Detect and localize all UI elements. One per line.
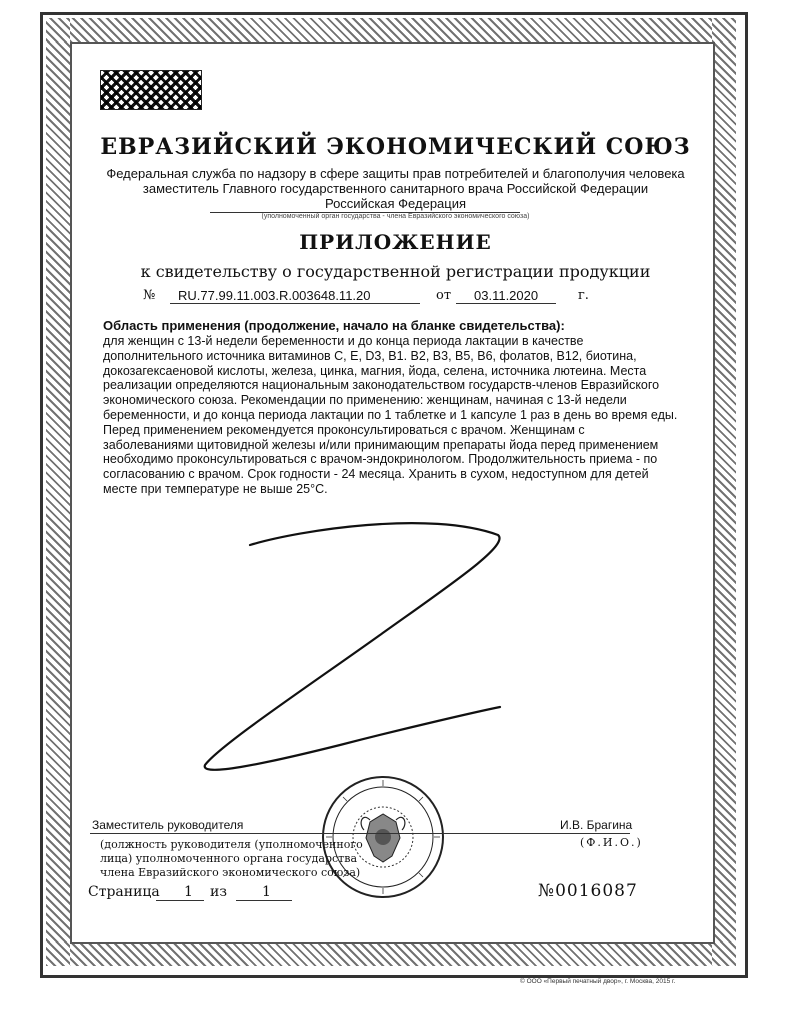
page-total-underline [236,900,292,901]
authority-caption: (уполномоченный орган государства - члена Евразийского экономического союза) [261,213,530,220]
appendix-subheading: к свидетельству о государственной регистрации продукции [140,262,651,281]
scope-line: реализации определяются национальным законодательством государств-членов Евразийского [103,378,660,393]
page-number: 1 [184,884,193,900]
registration-date: 03.11.2020 [474,288,539,303]
signature-underline [90,833,630,834]
scope-line: беременности, и до конца периода лактации по 1 таблетке и 1 капсуле 1 раз в день во время еды. [103,407,678,422]
scope-line: докозагексаеновой кислоты, железа, цинка, магния, йода, селена, источника лютеина. Места [103,363,647,378]
printer-credit: © ООО «Первый печатный двор», г. Москва, 2015 г. [520,978,676,985]
scope-line: экономического союза. Рекомендации по применению: женщинам, начиная с 13-й недели [103,393,627,408]
role-caption-2: лица) уполномоченного органа государства [100,852,357,865]
scope-line: Перед применением рекомендуется проконсультироваться с врачом. Женщинам с [103,422,585,437]
scope-line: месте при температуре не выше 25°С. [103,481,328,496]
number-underline [170,303,420,304]
authority-line-2: заместитель Главного государственного санитарного врача Российской Федерации [142,181,649,196]
from-label: от [436,288,452,303]
date-underline [456,303,556,304]
signer-role: Заместитель руководителя [92,818,244,832]
scope-line: согласованию с врачом. Срок годности - 24 месяца. Хранить в сухом, недоступном для детей [103,467,649,482]
scope-body [103,334,693,497]
scope-line: необходимо проконсультироваться с врачом-эндокринологом. Продолжительность приема - по [103,452,658,467]
z-strike-mark [180,515,520,785]
scope-line: для женщин с 13-й недели беременности и до конца периода лактации в качестве [103,334,584,348]
role-caption-3: члена Евразийского экономического союза) [100,866,361,879]
authority-line-1: Федеральная служба по надзору в сфере защиты прав потребителей и благополучия человека [106,166,685,181]
page-total: 1 [262,884,271,900]
of-label: из [210,884,227,900]
year-suffix: г. [578,288,589,303]
role-caption-1: (должность руководителя (уполномоченного [100,838,363,851]
official-seal-icon [318,772,448,902]
appendix-heading: ПРИЛОЖЕНИЕ [299,230,492,254]
page-number-underline [156,900,204,901]
signatory-name: И.В. Брагина [560,818,633,832]
scope-heading: Область применения (продолжение, начало на бланке свидетельства): [103,318,565,333]
serial-number: №0016087 [538,881,638,901]
number-label: № [143,288,156,303]
scope-line: дополнительного источника витаминов С, Е, D3, В1. В2, В3, В5, В6, фолатов, В12, биотина, [103,348,637,363]
document-title: ЕВРАЗИЙСКИЙ ЭКОНОМИЧЕСКИЙ СОЮЗ [100,134,691,160]
registration-number: RU.77.99.11.003.R.003648.11.20 [178,288,371,303]
fio-caption: (Ф.И.О.) [580,836,643,849]
authority-line-3: Российская Федерация [324,196,467,211]
page-label: Страница [88,884,160,900]
security-pattern-icon [100,70,202,110]
scope-line: заболеваниями щитовидной железы и/или принимающим препараты йода перед применением [103,437,659,452]
